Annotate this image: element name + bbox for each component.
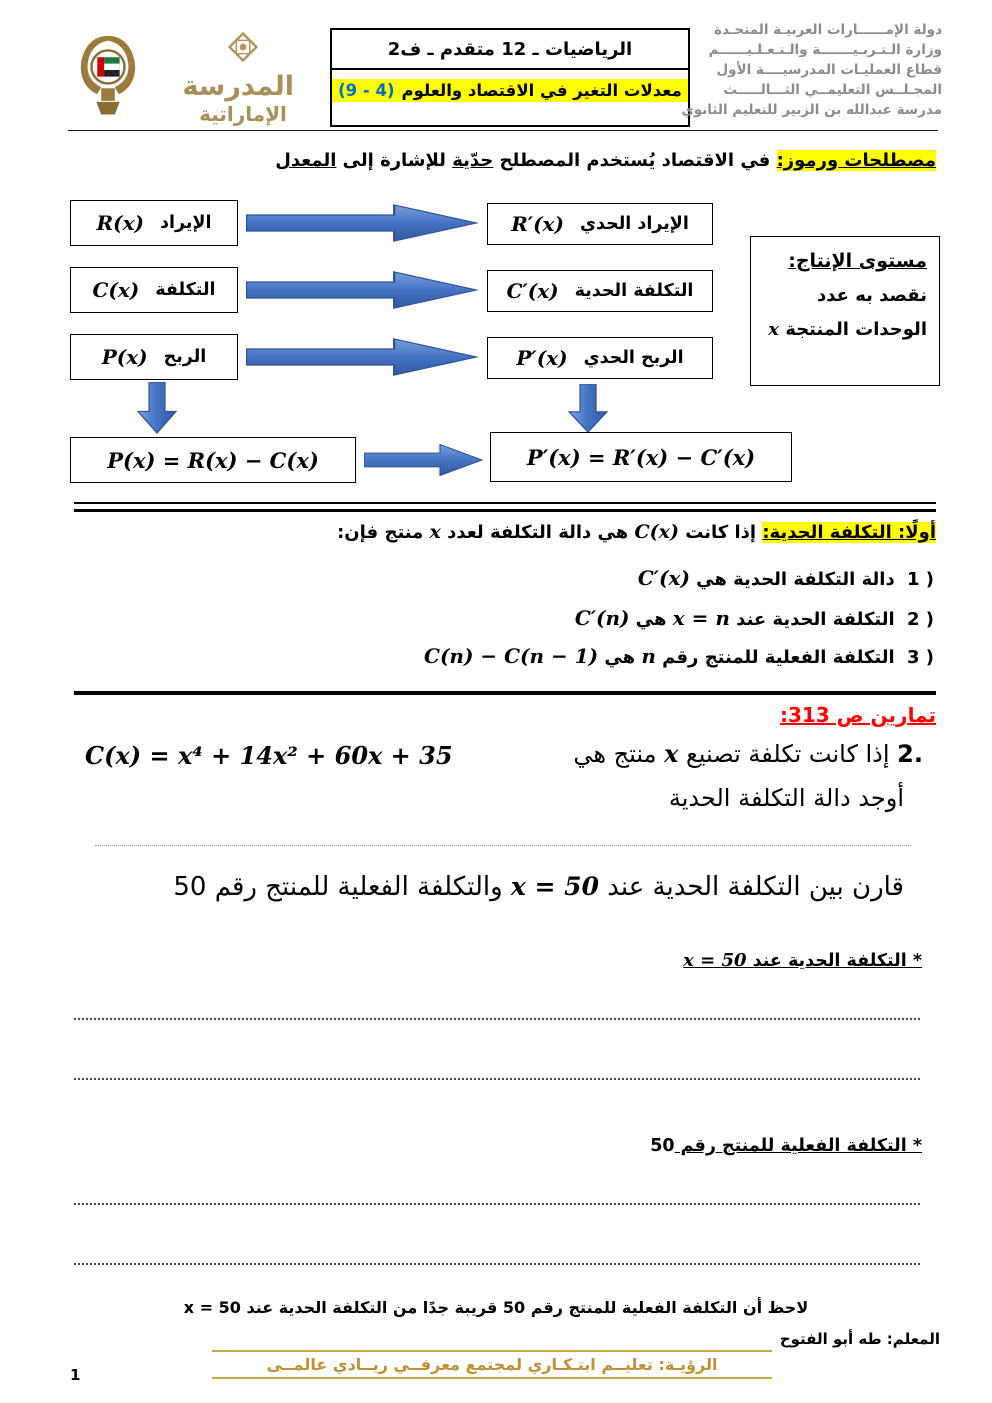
answer-blank-line <box>74 1018 920 1020</box>
item-number: 2 ) <box>906 609 934 630</box>
marginal-revenue-symbol: R′(x) <box>511 212 564 236</box>
marginal-cost-box <box>487 270 713 312</box>
arrow-right-icon <box>364 442 484 478</box>
vision-banner: الرؤيـة: تعليــم ابتـكـاري لمجتمع معرفــي ريــادي عالمــى <box>212 1350 772 1379</box>
marginal-cost-label: التكلفة الحدية <box>574 281 694 301</box>
production-symbol: x <box>768 319 780 340</box>
ministry-line: وزارة الـتـربـيـــــــة والـتـعـلـيــــــم <box>708 42 942 58</box>
item-math-2: C(n) − C(n − 1) <box>424 644 599 668</box>
production-level-box <box>750 236 940 386</box>
subheading-text: * التكلفة الحدية عند <box>746 951 922 971</box>
item-text-2: هي <box>598 647 642 668</box>
profit-label: الربح <box>163 347 207 367</box>
item-number: 1 ) <box>906 569 934 590</box>
revenue-label: الإيراد <box>160 213 212 233</box>
marginal-profit-label: الربح الحدي <box>583 348 684 368</box>
terms-line <box>275 150 936 171</box>
subheading-actual-cost-item-50 <box>650 1136 922 1156</box>
course-title: الرياضيات ـ 12 متقدم ـ ف2 <box>332 30 688 70</box>
item-text-2: هي <box>629 609 673 630</box>
school-logo-star-icon <box>224 28 262 66</box>
subheading-text: * التكلفة الفعلية للمنتج رقم <box>674 1136 922 1156</box>
compare-question <box>173 872 904 902</box>
ministry-line: دولة الإمــــــارات العربيـة المتحـدة <box>714 22 942 38</box>
item-number: 3 ) <box>906 647 934 668</box>
terms-text: في الاقتصاد يُستخدم المصطلح <box>493 150 777 171</box>
item-math: x = n <box>672 606 730 630</box>
section-math: C(x) <box>634 521 679 543</box>
section-text-2: هي دالة التكلفة لعدد <box>440 522 635 543</box>
definition-item-2 <box>575 606 934 630</box>
page-number: 1 <box>70 1366 81 1384</box>
item-text: دالة التكلفة الحدية هي <box>689 569 895 590</box>
compare-text-2: والتكلفة الفعلية للمنتج رقم <box>206 872 511 902</box>
exercise-2 <box>85 737 923 781</box>
lesson-number: (9 - 4) <box>338 81 395 100</box>
profit-formula: P(x) = R(x) − C(x) <box>107 447 319 473</box>
revenue-function-box <box>70 200 238 246</box>
item-text: التكلفة الحدية عند <box>729 609 895 630</box>
exercise-2-task: أوجد دالة التكلفة الحدية <box>668 784 904 812</box>
arrow-right-icon <box>246 269 480 311</box>
ministry-line: قطاع العمليـات المدرسيــــة الأول <box>716 62 942 78</box>
uae-emblem-icon <box>74 30 142 118</box>
compare-math: x = 50 <box>510 872 599 901</box>
terms-emphasis-2: المعدل <box>275 150 337 171</box>
header-divider <box>68 130 938 131</box>
exercise-text: إذا كانت تكلفة تصنيع <box>678 740 898 768</box>
exercise-text-2: منتج هي <box>573 740 665 768</box>
marginal-revenue-label: الإيراد الحدي <box>579 214 689 234</box>
arrow-down-icon <box>567 384 609 434</box>
note-text: لاحظ أن التكلفة الفعلية للمنتج رقم <box>525 1298 809 1317</box>
section-divider <box>74 502 936 512</box>
item-math-2: C′(n) <box>574 606 630 630</box>
ministry-line: المجـلــس التعليمــي الثـــالـــــث <box>723 82 942 98</box>
arrow-right-icon <box>246 202 480 244</box>
section-text: إذا كانت <box>678 522 763 543</box>
compare-number: 50 <box>173 872 207 902</box>
header-title-box <box>330 28 690 127</box>
answer-blank-line <box>74 1263 920 1265</box>
production-title: مستوى الإنتاج: <box>788 250 927 272</box>
profit-formula-box <box>70 437 356 483</box>
cost-symbol: C(x) <box>92 278 140 302</box>
ministry-line: مدرسة عبدالله بن الزبير للتعليم الثانوي <box>681 102 942 118</box>
subheading-number: 50 <box>650 1136 675 1156</box>
teacher-name: المعلم: طه أبو الفتوح <box>779 1330 940 1348</box>
arrow-right-icon <box>246 336 480 378</box>
ministry-header-text <box>681 20 942 120</box>
marginal-profit-symbol: P′(x) <box>516 346 568 370</box>
item-math: n <box>641 644 656 668</box>
section-label: أولًا: التكلفة الحدية: <box>762 522 936 543</box>
observation-note <box>0 1298 992 1317</box>
section-math-2: x <box>429 521 441 543</box>
marginal-profit-formula-box <box>490 432 792 482</box>
item-text: التكلفة الفعلية للمنتج رقم <box>655 647 895 668</box>
marginal-cost-heading <box>337 521 936 543</box>
answer-blank-line <box>74 1078 920 1080</box>
terms-text-2: للإشارة إلى <box>336 150 453 171</box>
cost-function-box <box>70 267 238 313</box>
terms-emphasis-1: حدّية <box>452 150 494 171</box>
subheading-marginal-cost-at-50 <box>683 950 922 971</box>
section-text-3: منتج فإن: <box>337 522 430 543</box>
profit-symbol: P(x) <box>101 345 148 369</box>
item-math: C′(x) <box>637 566 690 590</box>
school-logo <box>182 28 294 142</box>
marginal-profit-formula: P′(x) = R′(x) − C′(x) <box>526 444 756 470</box>
cost-label: التكلفة <box>155 280 216 300</box>
answer-blank-line <box>74 1203 920 1205</box>
marginal-profit-box <box>487 337 713 379</box>
dotted-divider <box>95 845 911 846</box>
marginal-revenue-box <box>487 203 713 245</box>
profit-function-box <box>70 334 238 380</box>
definition-item-1 <box>638 566 934 590</box>
note-number: 50 <box>502 1298 526 1317</box>
terms-label: مصطلحات ورموز: <box>776 150 936 171</box>
exercise-math: x <box>664 739 679 768</box>
school-logo-text-2: الإماراتية <box>199 102 287 126</box>
exercises-heading: تمارين ص 313: <box>779 703 936 727</box>
subheading-math: x = 50 <box>683 950 747 971</box>
school-logo-text-1: المدرسة <box>182 71 294 102</box>
section-divider-thick <box>74 691 936 695</box>
marginal-cost-symbol: C′(x) <box>506 279 559 303</box>
definition-item-3 <box>424 644 934 668</box>
revenue-symbol: R(x) <box>96 211 145 235</box>
lesson-title: معدلات التغير في الاقتصاد والعلوم <box>401 81 682 100</box>
lesson-title-row <box>332 70 688 102</box>
production-text-1: نقصد به عدد <box>817 285 927 306</box>
compare-text: قارن بين التكلفة الحدية عند <box>598 872 904 902</box>
production-text-2: الوحدات المنتجة <box>779 319 927 340</box>
note-math: x = 50 <box>183 1298 241 1317</box>
exercise-number: 2. <box>897 740 923 768</box>
arrow-down-icon <box>136 382 178 435</box>
note-text-2: قريبة جدًا من التكلفة الحدية عند <box>240 1298 503 1317</box>
cost-function-formula: C(x) = x⁴ + 14x² + 60x + 35 <box>85 741 453 770</box>
